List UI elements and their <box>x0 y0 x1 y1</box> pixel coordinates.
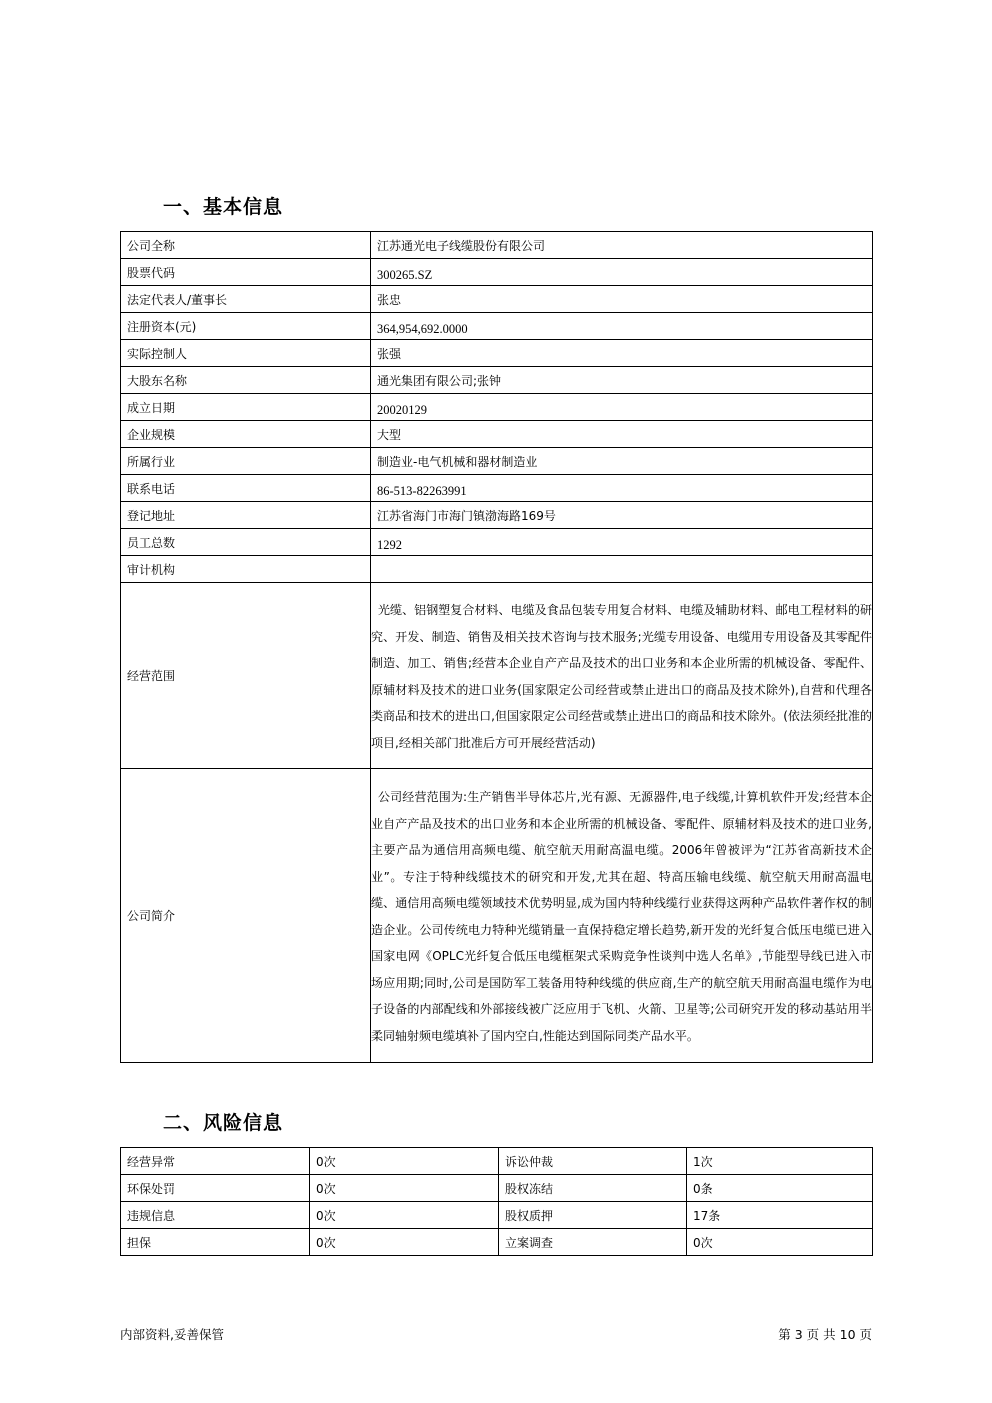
profile-text: 公司经营范围为:生产销售半导体芯片,光有源、无源器件,电子线缆,计算机软件开发;经营本企业自产产品及技术的出口业务和本企业所需的机械设备、零配件、原辅材料及技术的进口业务,主要产品为通信用高频电缆、航空航天用耐高温电缆。2006年曾被评为“江苏省高新技术企业”。专注于特种线缆技术的研究和开发,尤其在超、特高压输电线缆、航空航天用耐高温电缆、通信用高频电缆领域技术优势明显,成为国内特种线缆行业获得这两种产品软件著作权的制造企业。公司传统电力特种光缆销量一直保持稳定增长趋势,新开发的光纤复合低压电缆已进入国家电网《OPLC光纤复合低压电缆框架式采购竞争性谈判中选人名单》,节能型导线已进入市场应用期;同时,公司是国防军工装备用特种线缆的供应商,生产的航空航天用耐高温电缆作为电子设备的内部配线和外部接线被广泛应用于飞机、火箭、卫星等;公司研究开发的移动基站用半柔同轴射频电缆填补了国内空白,性能达到国际同类产品水平。 <box>371 790 872 1043</box>
section-title-basic-info: 一、基本信息 <box>163 196 284 218</box>
table-row <box>121 367 873 394</box>
table-row-business-scope <box>121 583 873 769</box>
risk-value: 0次 <box>310 1148 499 1175</box>
table-row-profile <box>121 769 873 1063</box>
risk-label: 股权冻结 <box>499 1175 687 1202</box>
row-value: 通光集团有限公司;张钟 <box>371 367 873 394</box>
risk-label: 担保 <box>121 1229 310 1256</box>
risk-value: 0条 <box>687 1175 873 1202</box>
table-row <box>121 1175 873 1202</box>
profile-cell <box>371 769 873 1063</box>
table-row <box>121 502 873 529</box>
table-row <box>121 1229 873 1256</box>
basic-info-table <box>120 231 873 1063</box>
row-label: 大股东名称 <box>121 367 371 394</box>
row-value: 制造业-电气机械和器材制造业 <box>371 448 873 475</box>
table-row <box>121 1202 873 1229</box>
row-label: 员工总数 <box>121 529 371 556</box>
business-scope-cell <box>371 583 873 769</box>
row-label: 登记地址 <box>121 502 371 529</box>
table-row <box>121 556 873 583</box>
row-label: 所属行业 <box>121 448 371 475</box>
table-row <box>121 394 873 421</box>
risk-label: 诉讼仲裁 <box>499 1148 687 1175</box>
table-row <box>121 448 873 475</box>
risk-info-table <box>120 1147 873 1256</box>
row-value: 大型 <box>371 421 873 448</box>
footer-page-number: 第 3 页 共 10 页 <box>778 1327 872 1342</box>
table-row <box>121 1148 873 1175</box>
row-value <box>371 556 873 583</box>
row-value: 20020129 <box>371 394 873 421</box>
row-value: 300265.SZ <box>371 259 873 286</box>
risk-label: 立案调查 <box>499 1229 687 1256</box>
row-label: 联系电话 <box>121 475 371 502</box>
table-row <box>121 259 873 286</box>
risk-label: 经营异常 <box>121 1148 310 1175</box>
row-value: 86-513-82263991 <box>371 475 873 502</box>
profile-label: 公司简介 <box>121 769 371 1063</box>
footer-confidential-note: 内部资料,妥善保管 <box>120 1327 224 1342</box>
table-row <box>121 313 873 340</box>
row-value: 1292 <box>371 529 873 556</box>
table-row <box>121 286 873 313</box>
row-label: 法定代表人/董事长 <box>121 286 371 313</box>
risk-value: 0次 <box>310 1229 499 1256</box>
row-value: 364,954,692.0000 <box>371 313 873 340</box>
section-title-risk-info: 二、风险信息 <box>163 1112 284 1134</box>
row-label: 企业规模 <box>121 421 371 448</box>
risk-label: 股权质押 <box>499 1202 687 1229</box>
row-label: 公司全称 <box>121 232 371 259</box>
table-row <box>121 529 873 556</box>
row-label: 注册资本(元) <box>121 313 371 340</box>
row-value: 张强 <box>371 340 873 367</box>
risk-value: 0次 <box>310 1202 499 1229</box>
business-scope-label: 经营范围 <box>121 583 371 769</box>
row-value: 江苏省海门市海门镇渤海路169号 <box>371 502 873 529</box>
business-scope-text: 光缆、铝钢塑复合材料、电缆及食品包装专用复合材料、电缆及辅助材料、邮电工程材料的研究、开发、制造、销售及相关技术咨询与技术服务;光缆专用设备、电缆用专用设备及其零配件制造、加工、销售;经营本企业自产产品及技术的出口业务和本企业所需的机械设备、零配件、原辅材料及技术的进口业务(国家限定公司经营或禁止进出口的商品及技术除外),自营和代理各类商品和技术的进出口,但国家限定公司经营或禁止进出口的商品和技术除外。(依法须经批准的项目,经相关部门批准后方可开展经营活动) <box>371 603 872 750</box>
table-row <box>121 475 873 502</box>
row-label: 实际控制人 <box>121 340 371 367</box>
risk-label: 违规信息 <box>121 1202 310 1229</box>
row-value: 江苏通光电子线缆股份有限公司 <box>371 232 873 259</box>
risk-value: 0次 <box>310 1175 499 1202</box>
table-row <box>121 340 873 367</box>
row-label: 股票代码 <box>121 259 371 286</box>
row-value: 张忠 <box>371 286 873 313</box>
table-row <box>121 232 873 259</box>
row-label: 审计机构 <box>121 556 371 583</box>
row-label: 成立日期 <box>121 394 371 421</box>
risk-label: 环保处罚 <box>121 1175 310 1202</box>
risk-value: 1次 <box>687 1148 873 1175</box>
table-row <box>121 421 873 448</box>
risk-value: 0次 <box>687 1229 873 1256</box>
risk-value: 17条 <box>687 1202 873 1229</box>
